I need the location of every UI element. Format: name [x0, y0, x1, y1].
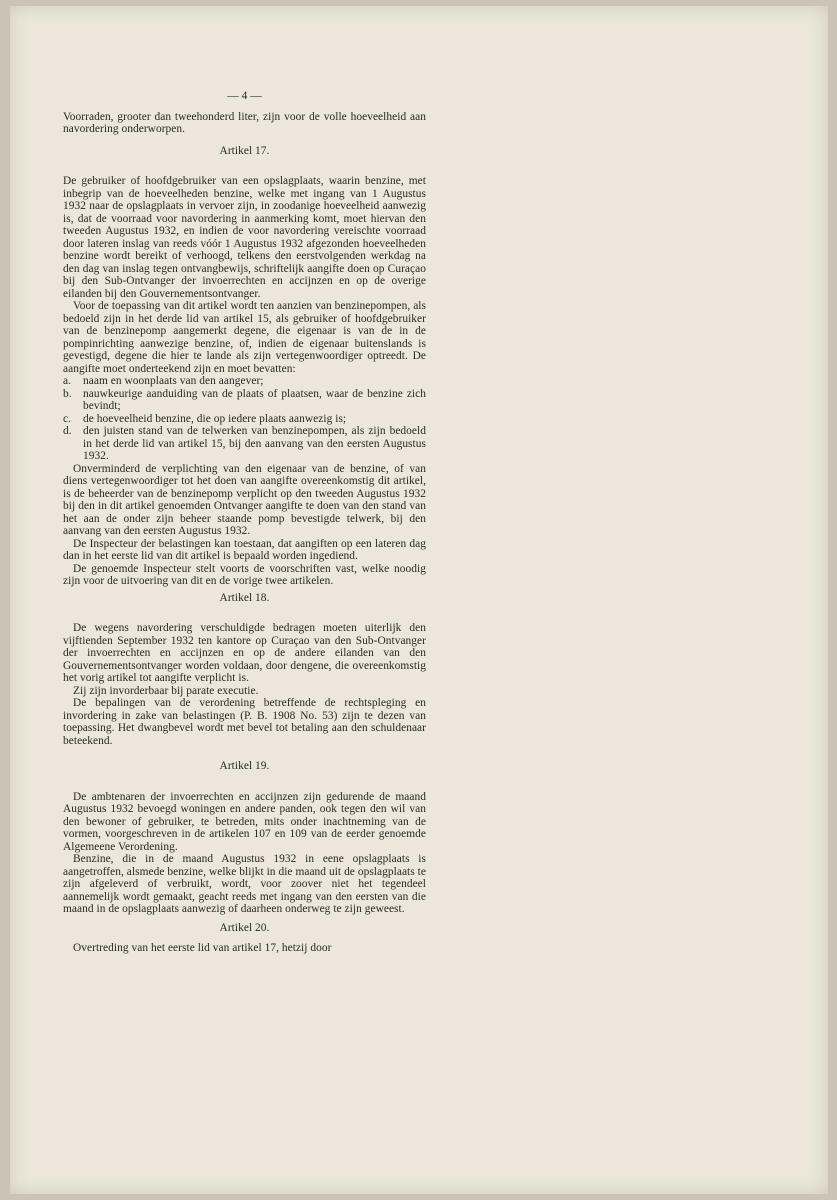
article-20-heading: Artikel 20.	[219, 921, 270, 934]
page-number: — 4 —	[227, 90, 262, 102]
document-page	[10, 6, 828, 1194]
list-item-text: de hoeveelheid benzine, die op iedere plaats aanwezig is;	[83, 412, 347, 425]
article-19-paragraph: De ambtenaren der invoerrechten en accijnzen zijn gedurende de maand Augustus 1932 bevoegd woningen en andere panden, ook tegen den wil van den bewoner of gebruiker, te betreden, mits onder inachtneming van de vormen, voorgeschreven in de artikelen 107 en 109 van de eerder genoemde Algemeene Verordening.	[63, 790, 426, 853]
list-item	[63, 388, 426, 413]
article-17-heading: Artikel 17.	[219, 144, 270, 157]
article-18-heading: Artikel 18.	[219, 591, 270, 604]
article-18-paragraph: De bepalingen van de verordening betreffende de rechtspleging en invordering in zake van belastingen (P. B. 1908 No. 53) zijn te dezen van toepassing. Het dwangbevel wordt met bevel tot betaling aan den schuldenaar beteekend.	[63, 697, 426, 747]
list-item-label: b.	[63, 387, 72, 400]
list-item-text: den juisten stand van de telwerken van benzinepompen, als zijn bedoeld in het derde lid van artikel 15, bij den aanvang van den eersten Augustus 1932.	[83, 425, 426, 462]
article-17-paragraph: De genoemde Inspecteur stelt voorts de voorschriften vast, welke noodig zijn voor de uitvoering van dit en de vorige twee artikelen.	[63, 562, 426, 587]
list-item-text: naam en woonplaats van den aangever;	[83, 375, 264, 387]
intro-paragraph: Voorraden, grooter dan tweehonderd liter, zijn voor de volle hoeveelheid aan navordering onderworpen.	[63, 110, 426, 135]
article-18-paragraph: Zij zijn invorderbaar bij parate executie.	[73, 684, 259, 697]
article-17-paragraph: De Inspecteur der belastingen kan toestaan, dat aangiften op een lateren dag dan in het eerste lid van dit artikel is bepaald worden ingediend.	[63, 537, 426, 562]
list-item-text: nauwkeurige aanduiding van de plaats of plaatsen, waar de benzine zich bevindt;	[83, 387, 426, 412]
article-19-heading: Artikel 19.	[219, 760, 270, 772]
article-17-paragraph: Voor de toepassing van dit artikel wordt ten aanzien van benzinepompen, als bedoeld zijn in het derde lid van artikel 15, als gebruiker of hoofdgebruiker van de benzinepomp aangemerkt degene, die eigenaar is van de in de pompinrichting aanwezige benzine, of, indien de eigenaar buitenslands is gevestigd, degene die hier te lande als zijn vertegenwoordiger optreedt. De aangifte moet onderteekend zijn en moet bevatten:	[63, 300, 426, 375]
article-17-paragraph: Onverminderd de verplichting van den eigenaar van de benzine, of van diens vertegenwoordiger tot het doen van aangifte overeenkomstig dit artikel, is de beheerder van de benzinepomp verplicht op den tweeden Augustus 1932 bij den in dit artikel genoemden Ontvanger aangifte te doen van den stand van het aan de onder zijn beheer staande pomp bevestigde telwerk, bij den aanvang van den eersten Augustus 1932.	[63, 462, 426, 537]
list-item	[63, 413, 426, 426]
article-19-paragraph: Benzine, die in de maand Augustus 1932 in eene opslagplaats is aangetroffen, alsmede benzine, welke blijkt in die maand uit de opslagplaats te zijn afgeleverd of verbruikt, wordt, voor zoover niet het tegendeel aannemelijk wordt gemaakt, geacht reeds met ingang van den eersten van die maand in de opslagplaats aanwezig of daarheen onderweg te zijn geweest.	[63, 853, 426, 915]
article-17-paragraph: De gebruiker of hoofdgebruiker van een opslagplaats, waarin benzine, met inbegrip van de hoeveelheden benzine, welke met ingang van 1 Augustus 1932 naar de opslagplaats in vervoer zijn, in zoodanige hoeveelheid aanwezig is, dat de voorraad voor navordering in aanmerking komt, moet hiervan den tweeden Augustus 1932, en indien de voor navordering vereischte voorraad door lateren inslag van reeds vóór 1 Augustus 1932 afgezonden hoeveelheden benzine wordt bereikt of verhoogd, telkens den eerstvolgenden werkdag na den dag van inslag tegen ontvangbewijs, schriftelijk aangifte doen op Curaçao bij den Sub-Ontvanger der invoerrechten en accijnzen en op de overige eilanden bij den Gouvernementsontvanger.	[63, 175, 426, 300]
article-18-paragraph: De wegens navordering verschuldigde bedragen moeten uiterlijk den vijftienden September 1932 ten kantore op Curaçao van den Sub-Ontvanger der invoerrechten en accijnzen en op de andere eilanden van den Gouvernementsontvanger worden voldaan, door dengene, die overeenkomstig het vorig artikel tot aangifte verplicht is.	[63, 622, 426, 684]
list-item	[63, 425, 426, 463]
list-item-label: d.	[63, 425, 72, 437]
article-20-paragraph: Overtreding van het eerste lid van artikel 17, hetzij door	[73, 942, 332, 954]
list-item	[63, 375, 426, 388]
list-item-label: a.	[63, 375, 72, 387]
list-item-label: c.	[63, 412, 72, 425]
page-text	[63, 90, 426, 955]
